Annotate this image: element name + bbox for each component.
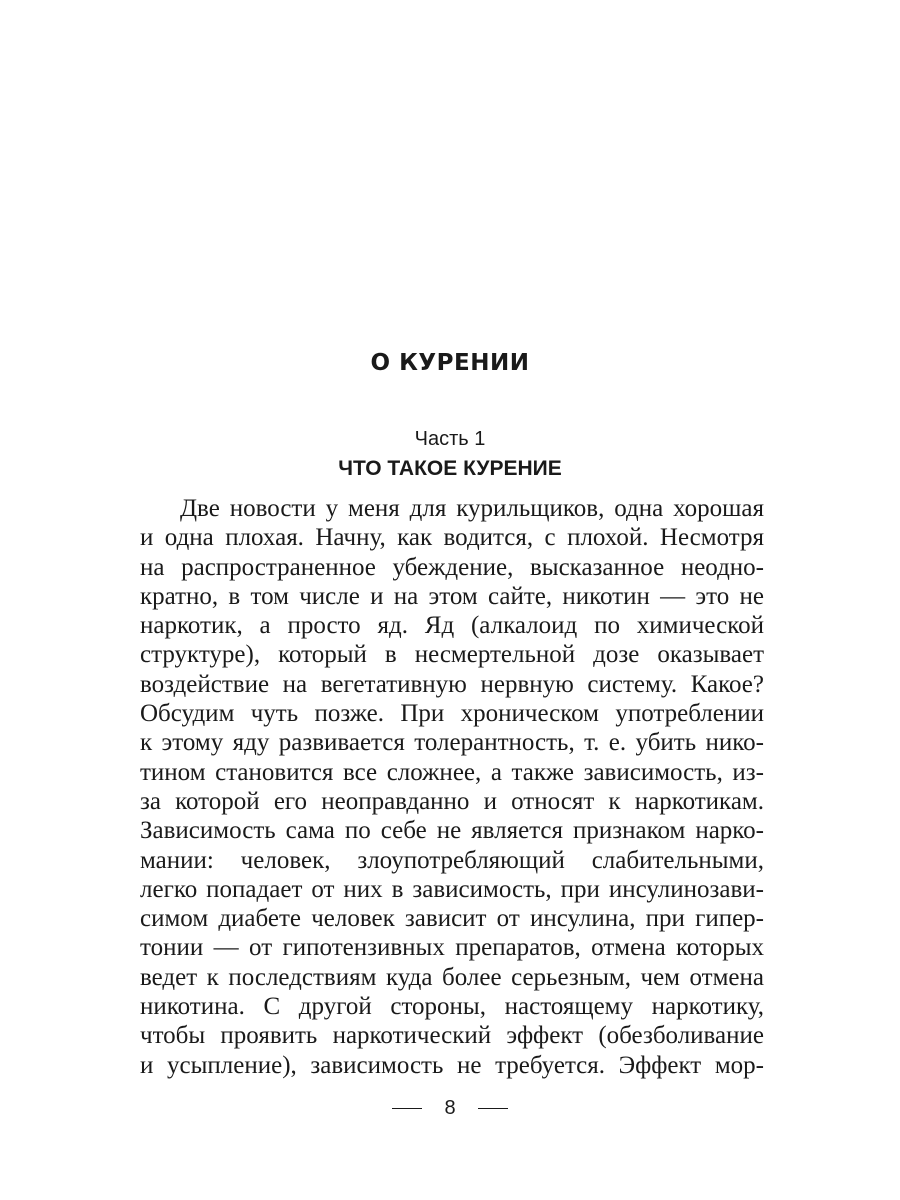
text-line: ведет к последствиям куда более серьезным, чем отмена: [140, 963, 764, 991]
chapter-title: О КУРЕНИИ: [370, 350, 530, 376]
text-line: симом диабете человек зависит от инсулина, при гипер-: [140, 905, 764, 933]
dash-right: [478, 1108, 508, 1109]
text-line: Зависимость сама по себе не является признаком нарко-: [140, 817, 764, 845]
text-line: и усыпление), зависимость не требуется. Эффект мор-: [140, 1051, 764, 1079]
text-line: легко попадает от них в зависимость, при инсулинозави-: [140, 875, 764, 903]
page-number: 8: [444, 1097, 456, 1119]
text-line: мании: человек, злоупотребляющий слабительными,: [140, 846, 764, 874]
part-title: ЧТО ТАКОЕ КУРЕНИЕ: [338, 457, 562, 480]
body-paragraph: [140, 494, 764, 1080]
text-line: тонии — от гипотензивных препаратов, отмена которых: [140, 934, 764, 962]
text-line: кратно, в том числе и на этом сайте, никотин — это не: [140, 582, 764, 610]
text-line: никотина. С другой стороны, настоящему наркотику,: [140, 993, 764, 1021]
page-footer: [0, 1097, 900, 1120]
text-line: на распространенное убеждение, высказанное неодно-: [140, 553, 764, 581]
text-line: Две новости у меня для курильщиков, одна хорошая: [180, 495, 764, 522]
text-line: воздействие на вегетативную нервную систему. Какое?: [140, 670, 764, 698]
text-line: тином становится все сложнее, а также зависимость, из-: [140, 758, 764, 786]
text-line: Обсудим чуть позже. При хроническом употреблении: [140, 700, 764, 728]
text-line: чтобы проявить наркотический эффект (обезболивание: [140, 1022, 764, 1050]
text-line: наркотик, а просто яд. Яд (алкалоид по химической: [140, 612, 764, 640]
text-line: структуре), который в несмертельной дозе оказывает: [140, 641, 764, 669]
dash-left: [392, 1108, 422, 1109]
part-label: Часть 1: [414, 428, 486, 450]
text-line: и одна плохая. Начну, как водится, с плохой. Несмотря: [140, 524, 764, 552]
text-line: к этому яду развивается толерантность, т. е. убить нико-: [140, 729, 764, 757]
text-line: за которой его неоправданно и относят к наркотикам.: [140, 787, 764, 815]
